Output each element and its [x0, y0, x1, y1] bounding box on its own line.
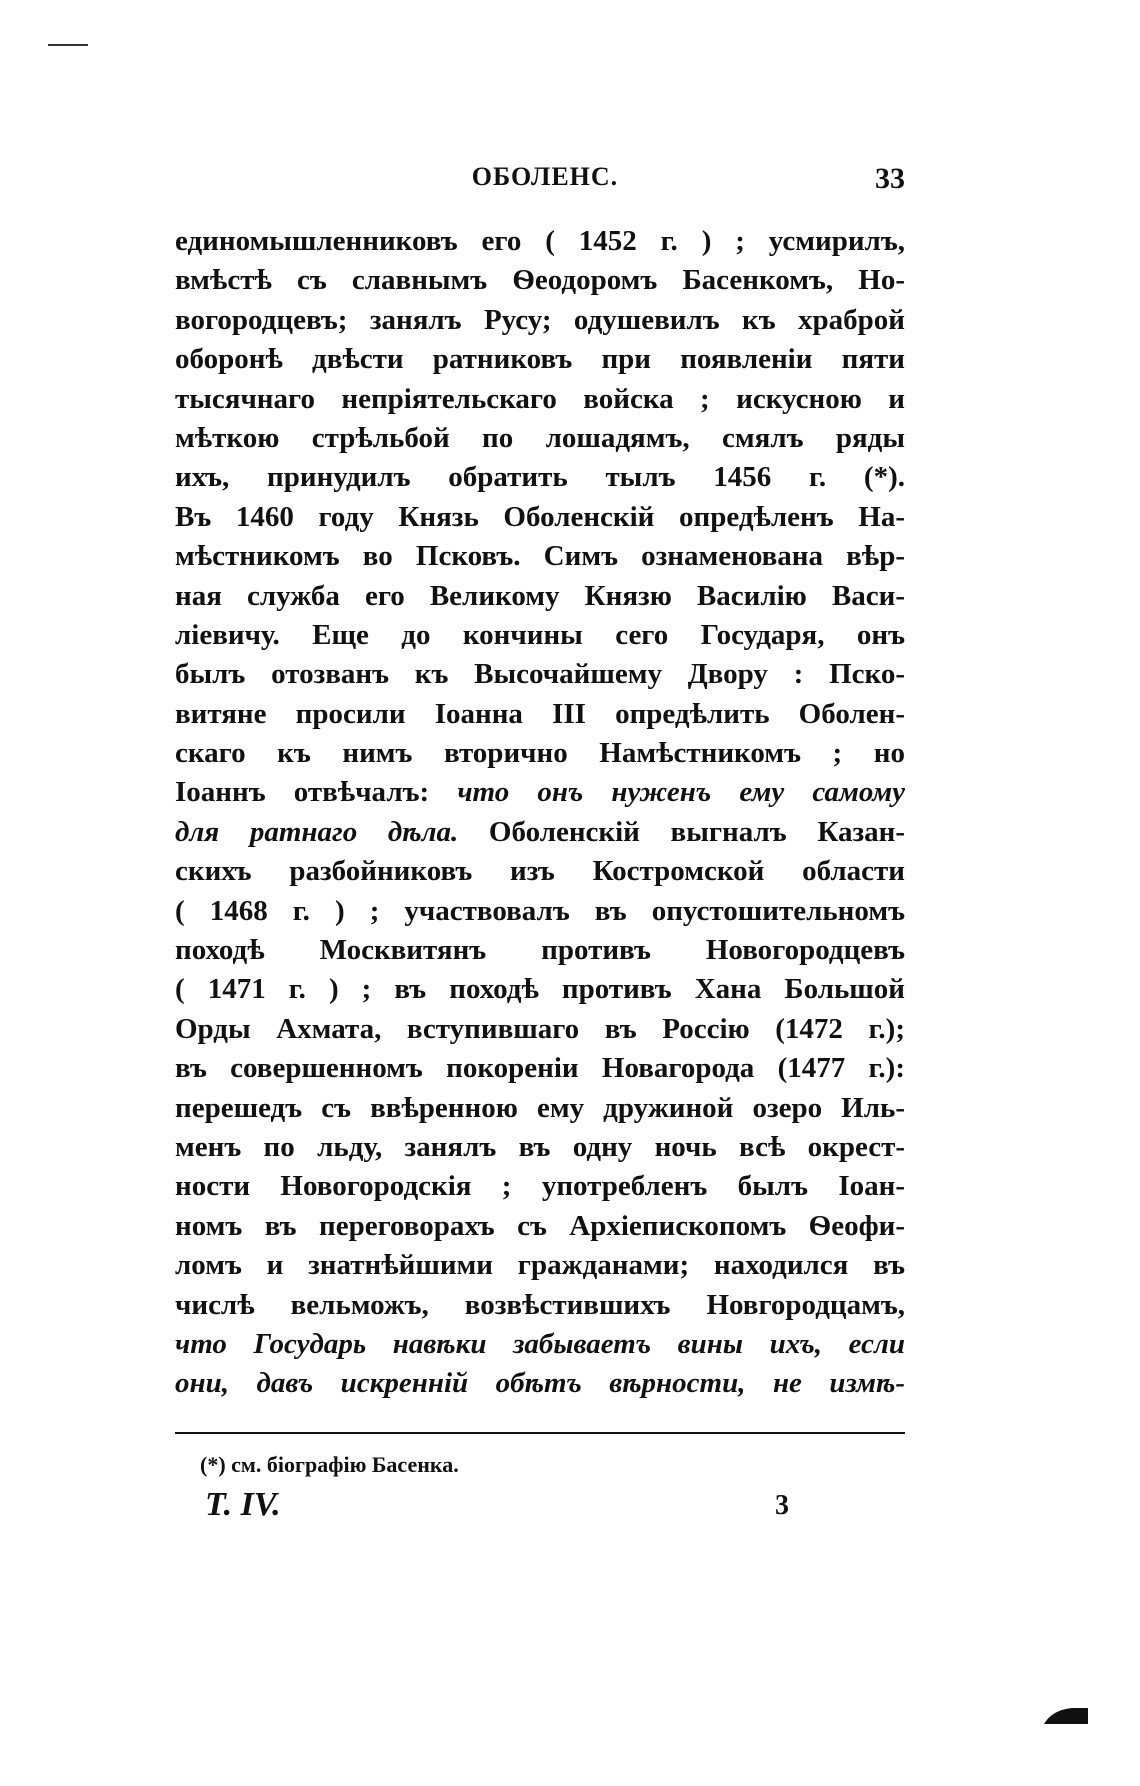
text-segment: ( 1471 г. ) ; въ походѣ противъ Хана Большой [175, 973, 905, 1006]
text-line [175, 1286, 905, 1325]
text-line [175, 340, 905, 379]
text-segment: витяне просили Іоанна III опредѣлить Оболен- [175, 697, 905, 730]
text-line [175, 301, 905, 340]
text-line [175, 1128, 905, 1167]
text-segment: ихъ, принудилъ обратить тылъ 1456 г. (*). [175, 461, 905, 494]
text-segment: тысячнаго непріятельскаго войска ; искусною и [175, 382, 905, 415]
text-segment: ліевичу. Еще до кончины сего Государя, онъ [175, 618, 905, 651]
text-segment: единомышленниковъ его ( 1452 г. ) ; усмирилъ, [175, 225, 905, 257]
text-segment: скаго къ нимъ вторично Намѣстникомъ ; но [175, 737, 905, 770]
text-line [175, 892, 905, 931]
text-line [175, 813, 905, 852]
text-segment: Въ 1460 году Князь Оболенскій опредѣленъ На- [175, 500, 905, 533]
text-segment: былъ отозванъ къ Высочайшему Двору : Пско- [175, 658, 905, 691]
text-segment: номъ въ переговорахъ съ Архіепископомъ Ѳеофи- [175, 1209, 905, 1242]
text-line [175, 537, 905, 576]
footnote-rule [175, 1432, 905, 1434]
text-line [175, 695, 905, 734]
text-line [175, 1089, 905, 1128]
text-line [175, 577, 905, 616]
text-segment: числѣ вельможъ, возвѣстившихъ Новгородцамъ, [175, 1288, 905, 1321]
italic-text-segment: что Государь навѣки забываетъ вины ихъ, если [175, 1327, 905, 1360]
text-segment: Орды Ахмата, вступившаго въ Россію (1472 г.); [175, 1012, 905, 1045]
footnote: (*) см. біографію Басенка. [200, 1452, 459, 1477]
text-line [175, 1167, 905, 1206]
text-line [175, 1010, 905, 1049]
text-segment: ности Новогородскія ; употребленъ былъ Іоан- [175, 1170, 905, 1203]
text-line [175, 261, 905, 300]
italic-text-segment: они, давъ искренній обѣтъ вѣрности, не измѣ- [175, 1367, 905, 1400]
text-segment: вогородцевъ; занялъ Русу; одушевилъ къ храброй [175, 303, 905, 336]
signature-number: 3 [775, 1490, 789, 1521]
text-line [175, 1325, 905, 1364]
text-line [175, 734, 905, 773]
text-line [175, 852, 905, 891]
text-line [175, 616, 905, 655]
italic-text-segment: что онъ нуженъ ему самому [457, 776, 906, 809]
text-segment: мѣстникомъ во Псковъ. Симъ ознаменована вѣр- [175, 540, 905, 573]
text-line [175, 1049, 905, 1088]
text-line [175, 498, 905, 537]
text-segment: ная служба его Великому Князю Василію Васи- [175, 579, 905, 612]
signature-mark: Т. IV. [205, 1486, 281, 1523]
text-line [175, 773, 905, 812]
text-segment: вмѣстѣ съ славнымъ Ѳеодоромъ Басенкомъ, Но- [175, 264, 905, 297]
text-line [175, 1364, 905, 1403]
text-line [175, 1207, 905, 1246]
text-segment: ( 1468 г. ) ; участвовалъ въ опустошительномъ [175, 894, 905, 927]
text-line [175, 931, 905, 970]
text-segment: ломъ и знатнѣйшими гражданами; находился въ [175, 1249, 905, 1282]
text-line [175, 1246, 905, 1285]
text-segment: въ совершенномъ покореніи Новагорода (1477 г.): [175, 1052, 905, 1085]
text-segment: мѣткою стрѣльбой по лошадямъ, смялъ ряды [175, 421, 905, 454]
text-line [175, 970, 905, 1009]
text-line [175, 419, 905, 458]
text-line [175, 458, 905, 497]
ink-blot-mark [1042, 1706, 1090, 1726]
text-segment: Оболенскій выгналъ Казан- [458, 815, 905, 848]
text-line [175, 655, 905, 694]
text-segment: походѣ Москвитянъ противъ Новогородцевъ [175, 934, 905, 967]
text-line [175, 222, 905, 261]
running-title: ОБОЛЕНС. [471, 162, 619, 191]
body-text [175, 222, 905, 1404]
text-segment: перешедъ съ ввѣренною ему дружиной озеро Иль- [175, 1091, 905, 1124]
page-header [175, 162, 915, 202]
text-line [175, 380, 905, 419]
text-segment: скихъ разбойниковъ изъ Костромской области [175, 855, 905, 888]
margin-dash [48, 44, 88, 46]
italic-text-segment: для ратнаго дѣла. [175, 815, 459, 848]
text-segment: менъ по льду, занялъ въ одну ночь всѣ окрест- [175, 1130, 905, 1163]
text-segment: оборонѣ двѣсти ратниковъ при появленіи пяти [175, 343, 905, 376]
text-segment: Іоаннъ отвѣчалъ: [175, 776, 458, 809]
page-number: 33 [875, 162, 905, 195]
